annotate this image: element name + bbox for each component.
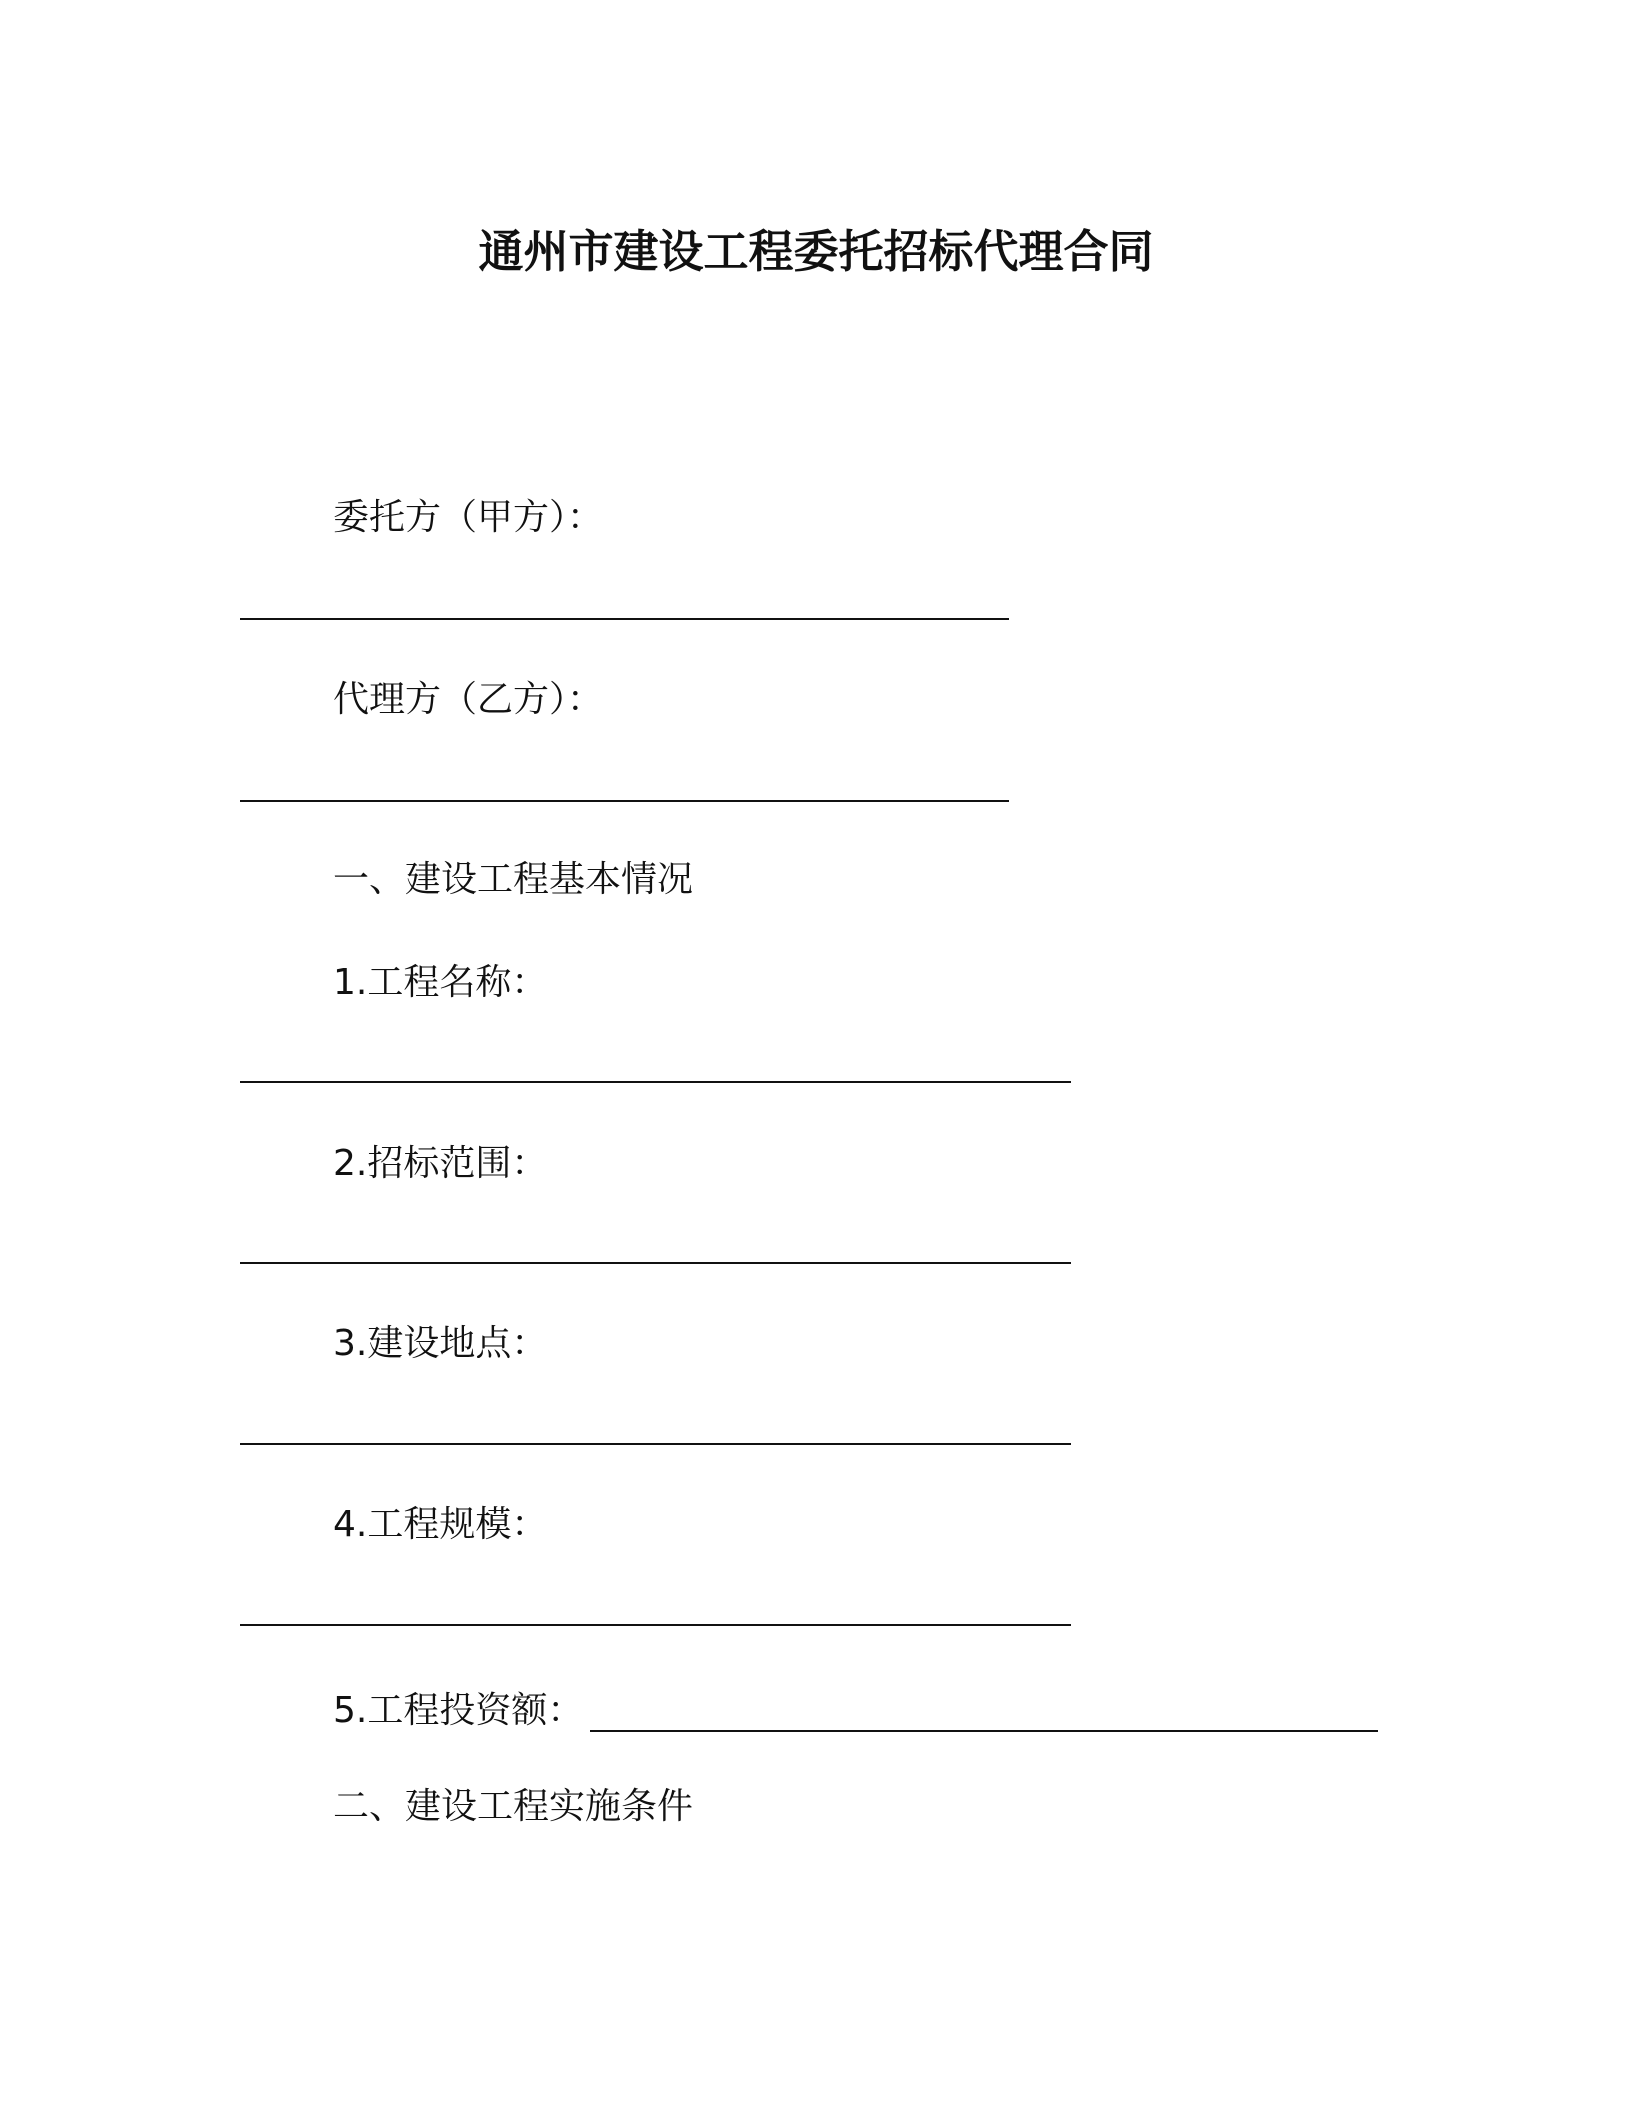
construction-site-blank-line xyxy=(240,1443,1071,1445)
party-b-label: 代理方（乙方）： xyxy=(333,679,604,720)
construction-site-label: 3.建设地点： xyxy=(333,1323,548,1364)
investment-amount-blank-line xyxy=(590,1730,1378,1732)
section-two-heading: 二、建设工程实施条件 xyxy=(333,1786,694,1827)
project-name-blank-line xyxy=(240,1081,1071,1083)
tender-scope-label: 2.招标范围： xyxy=(333,1143,548,1184)
party-b-blank-line xyxy=(240,800,1009,802)
project-name-label: 1.工程名称： xyxy=(333,962,548,1003)
tender-scope-blank-line xyxy=(240,1262,1071,1264)
party-a-blank-line xyxy=(240,618,1009,620)
project-scale-blank-line xyxy=(240,1624,1071,1626)
document-title: 通州市建设工程委托招标代理合同 xyxy=(478,225,1154,278)
investment-amount-label: 5.工程投资额： xyxy=(333,1690,584,1731)
section-one-heading: 一、建设工程基本情况 xyxy=(333,859,694,900)
project-scale-label: 4.工程规模： xyxy=(333,1504,548,1545)
party-a-label: 委托方（甲方）： xyxy=(333,497,604,538)
